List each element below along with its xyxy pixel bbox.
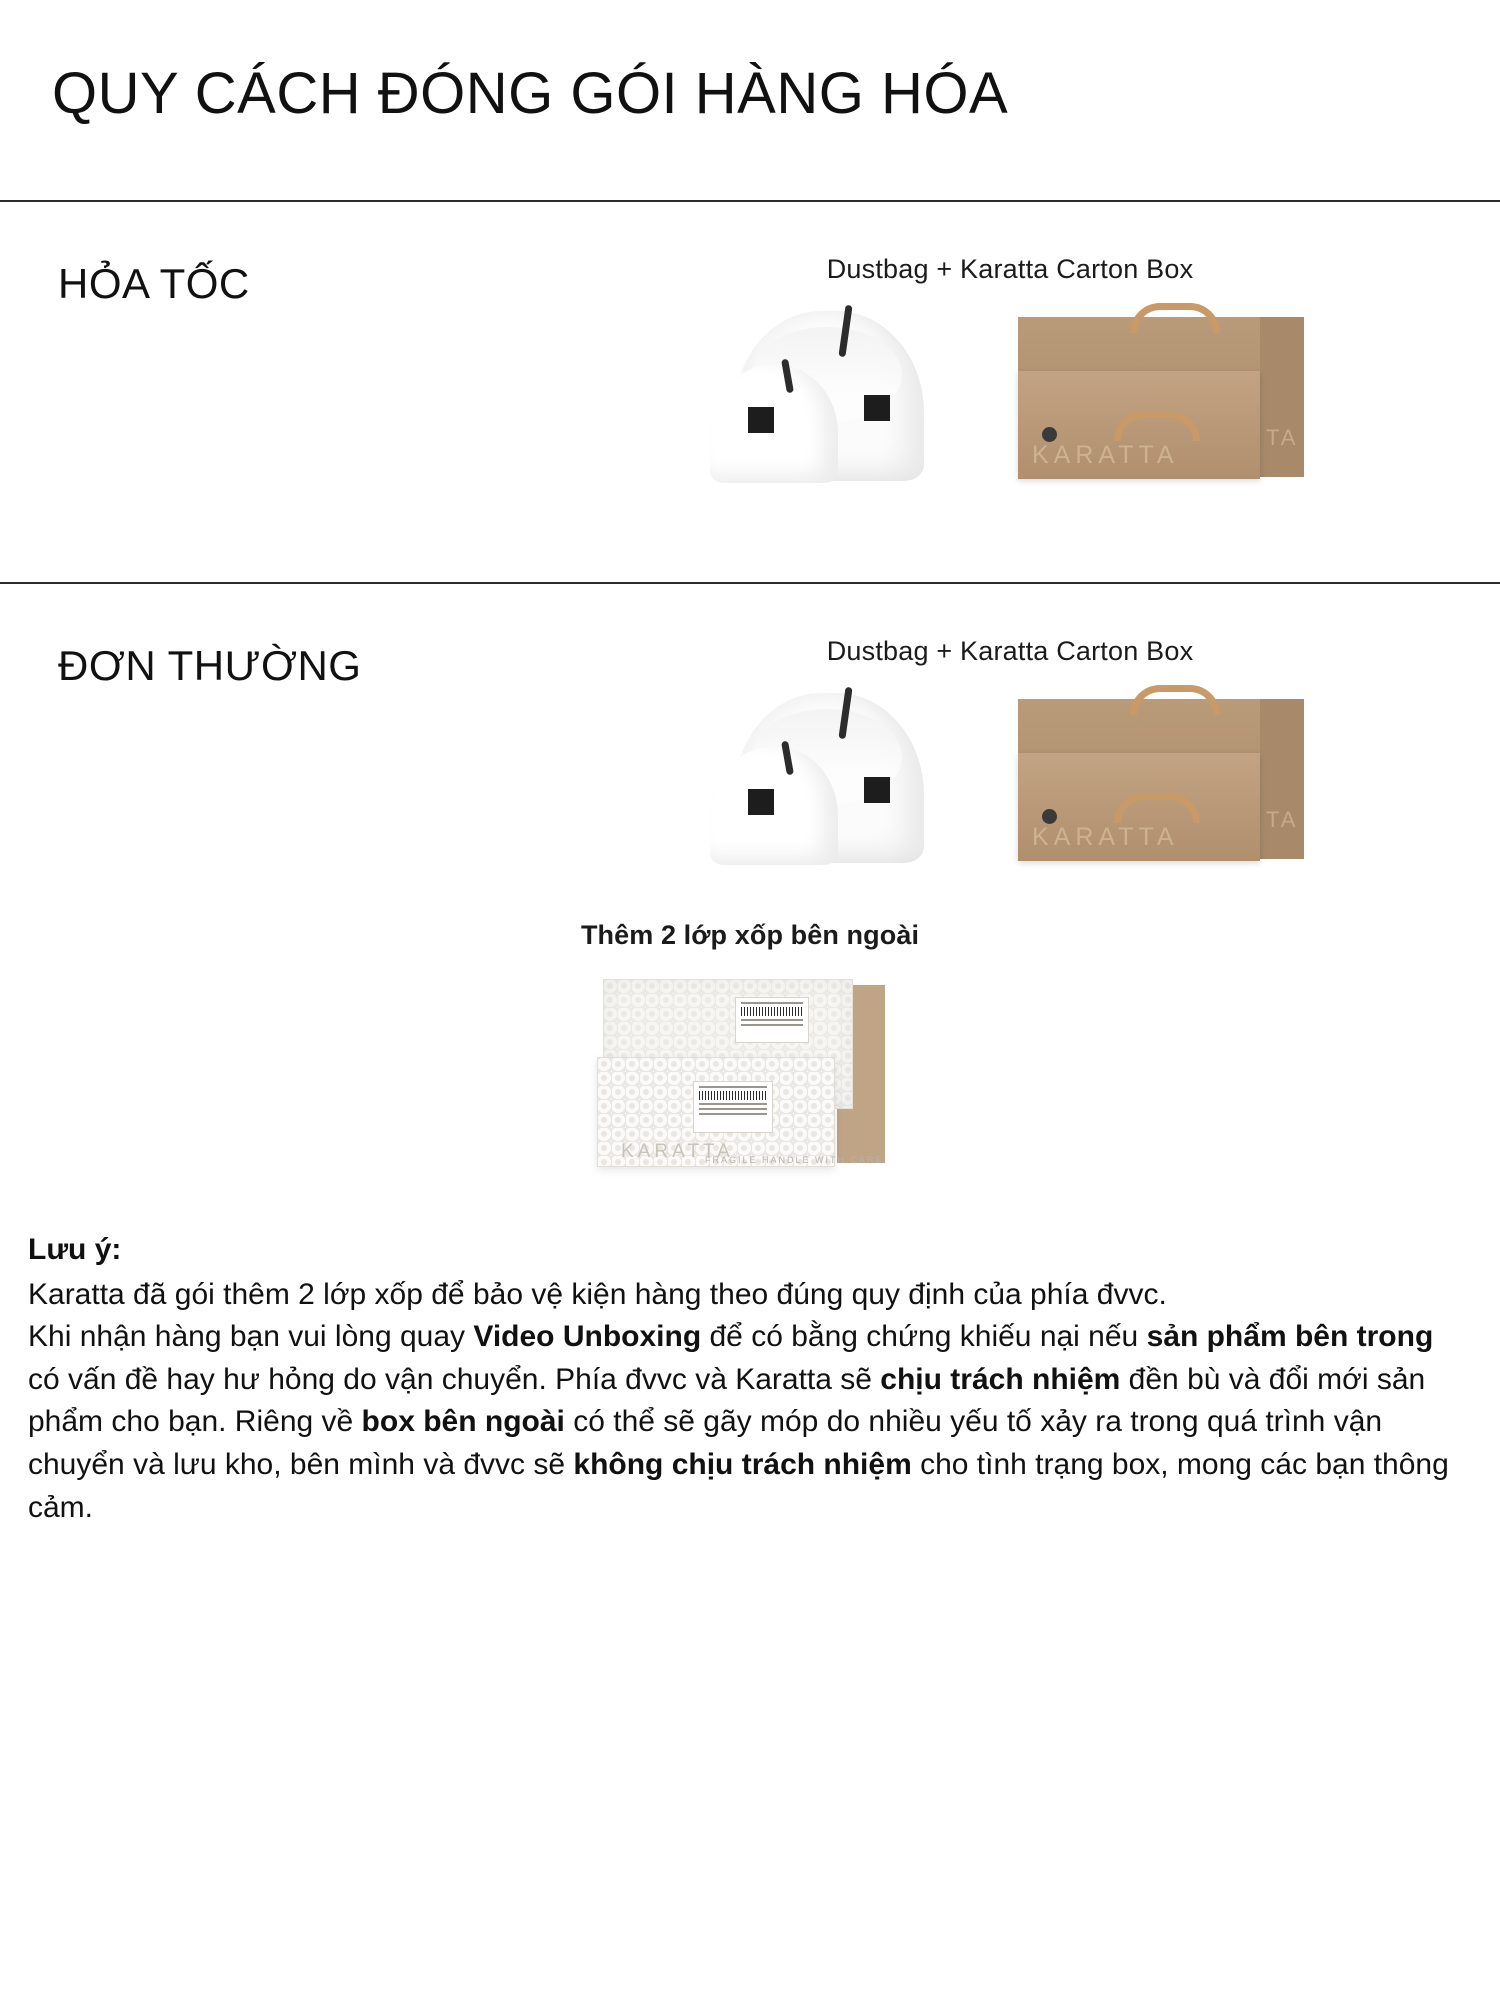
photo-row-express — [520, 303, 1500, 503]
foam-caption: Thêm 2 lớp xốp bên ngoài — [580, 920, 920, 950]
dustbag-logo-patch — [864, 395, 890, 421]
notes-p2-j: không chịu trách nhiệm — [573, 1447, 912, 1481]
box-brand-side-text: TA — [1266, 807, 1299, 832]
dustbag-illustration — [692, 303, 962, 503]
section-body-express — [520, 202, 1500, 503]
shipping-label-back — [735, 997, 809, 1043]
dustbag-illustration-standard — [692, 685, 962, 885]
box-handle-front-icon — [1114, 793, 1200, 823]
packaging-caption-standard: Dustbag + Karatta Carton Box — [826, 636, 1194, 666]
box-brand-text: KARATTA — [1032, 823, 1179, 851]
section-express — [0, 202, 1500, 582]
foam-wrapped-package-illustration — [585, 969, 915, 1199]
box-brand-side-text: TA — [1266, 425, 1299, 450]
foam-handling-note: FRAGILE HANDLE WITH CARE — [705, 1155, 884, 1165]
dustbag-logo-patch-small — [748, 407, 774, 433]
notes-heading: Lưu ý: — [28, 1233, 122, 1266]
notes-p2-i: có thể sẽ gãy móp do nhiều yếu tố xảy ra trong quá trình vận chuyển và lưu kho, bên mình và đvvc sẽ — [28, 1405, 1383, 1481]
notes-paragraph-1: Karatta đã gói thêm 2 lớp xốp để bảo vệ kiện hàng theo đúng quy định của phía đvvc. — [28, 1277, 1167, 1311]
box-dot-icon — [1042, 427, 1057, 442]
label-lines — [694, 1082, 772, 1119]
carton-box-illustration-standard — [998, 685, 1328, 885]
carton-box-side — [1260, 317, 1304, 477]
dustbag-logo-patch-small — [748, 789, 774, 815]
section-label-standard: ĐƠN THƯỜNG — [58, 642, 362, 689]
box-handle-icon — [1130, 303, 1220, 333]
section-label-express: HỎA TỐC — [58, 260, 250, 307]
notes-p2-e: có vấn đề hay hư hỏng do vận chuyển. Phía đvvc và Karatta sẽ — [28, 1362, 881, 1396]
notes-p2-f: chịu trách nhiệm — [880, 1362, 1121, 1396]
notes-p2-b: Video Unboxing — [473, 1320, 702, 1354]
notes-paragraph-2 — [28, 1316, 1456, 1529]
title-block — [0, 0, 1500, 200]
section-body-standard — [520, 584, 1500, 885]
section-standard — [0, 584, 1500, 884]
box-handle-front-icon — [1114, 411, 1200, 441]
box-brand-text: KARATTA — [1032, 441, 1179, 469]
notes-p2-k: cho tình trạng box, mong các bạn thông cảm. — [28, 1447, 1449, 1524]
box-handle-icon — [1130, 685, 1220, 715]
notes-p2-c: để có bằng chứng khiếu nại nếu — [701, 1320, 1147, 1354]
foam-brand-text: KARATTA — [621, 1141, 734, 1162]
dustbag-logo-patch — [864, 777, 890, 803]
notes-p2-a: Khi nhận hàng bạn vui lòng quay — [28, 1320, 474, 1354]
foam-block — [0, 920, 1500, 1199]
notes-p2-h: box bên ngoài — [361, 1405, 565, 1439]
notes-block — [0, 1199, 1500, 1529]
page-title: QUY CÁCH ĐÓNG GÓI HÀNG HÓA — [52, 61, 1009, 126]
carton-box-side — [1260, 699, 1304, 859]
label-lines — [736, 998, 808, 1030]
box-dot-icon — [1042, 809, 1057, 824]
carton-box-illustration — [998, 303, 1328, 503]
notes-p2-d: sản phẩm bên trong — [1146, 1320, 1434, 1354]
packaging-caption-express: Dustbag + Karatta Carton Box — [826, 254, 1194, 284]
photo-row-standard — [520, 685, 1500, 885]
notes-p2-g: đền bù và đổi mới sản phẩm cho bạn. Riêng về — [28, 1362, 1426, 1439]
shipping-label-front — [693, 1081, 773, 1133]
